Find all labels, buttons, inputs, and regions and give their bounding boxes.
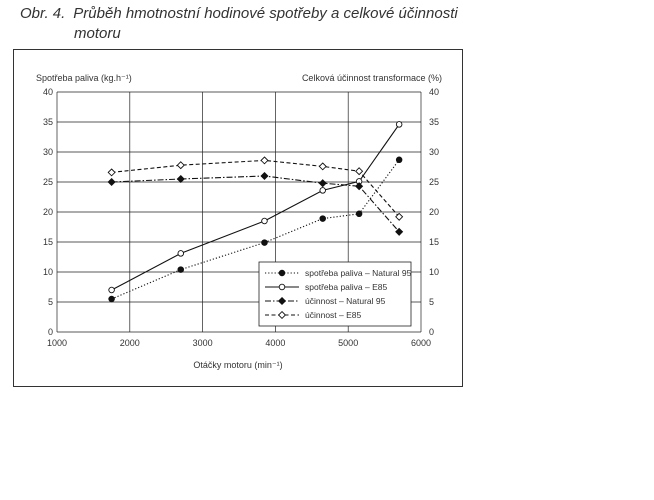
- caption-line-1: Průběh hmotnostní hodinové spotřeby a celkové účinnosti: [73, 5, 458, 22]
- series-line: [112, 160, 400, 216]
- data-point: [178, 251, 184, 257]
- data-point: [262, 218, 268, 224]
- y-tick-label-right: 35: [429, 117, 440, 127]
- x-tick-label: 2000: [119, 338, 140, 348]
- y-tick-label-right: 10: [429, 267, 440, 277]
- data-point: [396, 122, 402, 128]
- y-tick-label-left: 5: [47, 297, 53, 307]
- y-tick-label-right: 25: [429, 177, 440, 187]
- y-tick-label-left: 15: [42, 237, 53, 247]
- y-tick-label-right: 20: [429, 207, 440, 217]
- y-tick-label-left: 40: [42, 87, 53, 97]
- data-point: [396, 228, 403, 235]
- data-point: [356, 211, 362, 217]
- y-tick-label-right: 15: [429, 237, 440, 247]
- data-point: [261, 173, 268, 180]
- legend-label: spotřeba paliva – Natural 95: [305, 268, 412, 278]
- y-tick-label-left: 35: [42, 117, 53, 127]
- y-tick-label-left: 30: [42, 147, 53, 157]
- data-point: [109, 287, 115, 293]
- data-point: [177, 162, 184, 169]
- data-point: [320, 216, 326, 222]
- y-tick-label-left: 25: [42, 177, 53, 187]
- data-point: [108, 169, 115, 176]
- data-point: [320, 188, 326, 194]
- data-point: [109, 296, 115, 302]
- data-point: [356, 168, 363, 175]
- legend-label: spotřeba paliva – E85: [305, 282, 388, 292]
- y-tick-label-left: 20: [42, 207, 53, 217]
- right-axis-label: Celková účinnost transformace (%): [301, 73, 442, 83]
- y-tick-label-right: 40: [429, 87, 440, 97]
- y-tick-label-right: 5: [429, 297, 435, 307]
- y-tick-label-right: 30: [429, 147, 440, 157]
- data-point: [396, 157, 402, 163]
- y-tick-label-left: 10: [42, 267, 53, 277]
- chart-frame: [13, 49, 463, 387]
- x-tick-label: 1000: [46, 338, 68, 348]
- chart-svg: [14, 50, 462, 386]
- data-point: [319, 163, 326, 170]
- data-point: [319, 180, 326, 187]
- data-point: [356, 183, 363, 190]
- x-tick-label: 3000: [192, 338, 213, 348]
- x-tick-label: 6000: [410, 338, 432, 348]
- data-point: [178, 267, 184, 273]
- data-point: [279, 284, 285, 290]
- data-point: [108, 179, 115, 186]
- caption-line-2: motoru: [74, 25, 121, 42]
- y-tick-label-left: 0: [47, 327, 53, 337]
- y-tick-label-right: 0: [429, 327, 435, 337]
- data-point: [261, 157, 268, 164]
- data-point: [279, 270, 285, 276]
- x-tick-label: 4000: [265, 338, 286, 348]
- left-axis-label: Spotřeba paliva (kg.h⁻¹): [36, 73, 132, 83]
- data-point: [262, 240, 268, 246]
- figure-caption: [20, 4, 490, 44]
- figure-number: Obr. 4.: [20, 5, 66, 22]
- legend-label: účinnost – Natural 95: [305, 296, 386, 306]
- series-line: [112, 176, 400, 232]
- x-tick-label: 5000: [338, 338, 359, 348]
- legend-label: účinnost – E85: [305, 310, 362, 320]
- x-axis-label: Otáčky motoru (min⁻¹): [193, 360, 283, 370]
- data-point: [177, 176, 184, 183]
